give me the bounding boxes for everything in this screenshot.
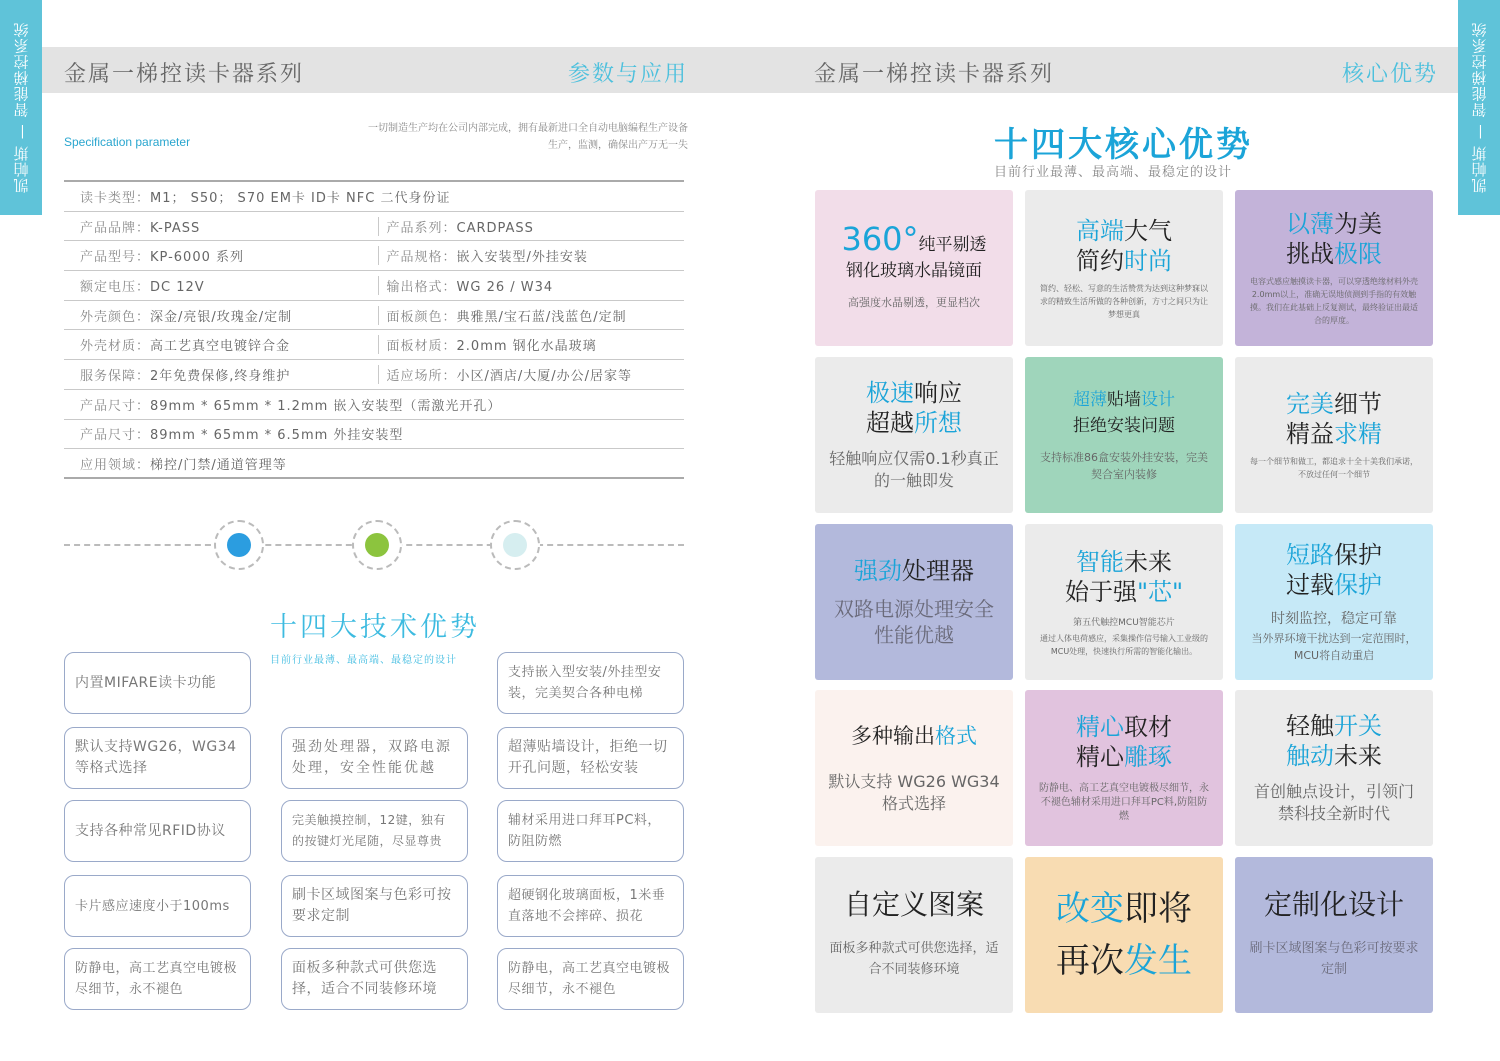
card-title (1286, 570, 1382, 600)
card-highlight: 超薄 (1073, 390, 1107, 410)
spec-key: 产品系列： (386, 220, 457, 236)
spec-value: K-PASS (150, 220, 201, 236)
card-highlight: 发生 (1124, 941, 1192, 981)
card-title (1076, 547, 1172, 577)
spec-key: 服务保障： (80, 368, 151, 384)
card-highlight: 360° (841, 219, 919, 258)
card-title (1056, 883, 1192, 935)
spec-key: 适应场所： (386, 368, 457, 384)
spec-value: 典雅黑/宝石蓝/浅蓝色/定制 (456, 309, 627, 325)
card-highlight: 时尚 (1124, 246, 1172, 275)
card-highlight: 格式 (935, 724, 977, 748)
feature-box: 超硬钢化玻璃面板，1米垂直落地不会摔碎、损花 (497, 875, 684, 937)
card-desc: 双路电源处理安全性能优越 (834, 597, 994, 647)
advantage-card (1235, 190, 1433, 346)
right-header-band (750, 47, 1458, 93)
spec-value: 高工艺真空电镀锌合金 (150, 339, 291, 355)
card-desc: 首创触点设计，引领门禁科技全新时代 (1253, 782, 1414, 823)
section-label: 核心优势 (1341, 62, 1438, 87)
card-title (851, 721, 977, 751)
card-title-text: 超越 (866, 409, 914, 437)
spec-value: M1； S50； S70 EM卡 ID卡 NFC 二代身份证 (150, 190, 451, 206)
card-desc: 当外界环境干扰达到一定范围时，MCU将自动重启 (1251, 632, 1417, 662)
card-title-text: 细节 (1334, 390, 1382, 418)
spec-key: 额定电压： (80, 279, 151, 295)
card-subtitle: 拒绝安装问题 (1073, 416, 1175, 436)
card-title: 自定义图案 (843, 888, 984, 921)
series-title: 金属一梯控读卡器系列 (64, 62, 305, 87)
card-highlight: 设计 (1141, 390, 1175, 410)
spec-key: 面板材质： (386, 339, 457, 355)
spec-key: 产品尺寸： (80, 398, 151, 414)
card-title-text: 挑战 (1286, 240, 1334, 268)
spec-key: 外壳材质： (80, 339, 151, 355)
card-title (1286, 741, 1382, 771)
core-advantages-title: 十四大核心优势 (994, 125, 1253, 165)
card-title-text: 未来 (1124, 547, 1172, 576)
card-title (841, 219, 987, 258)
card-highlight: 改变 (1056, 889, 1124, 929)
card-desc: 默认支持 WG26 WG34 格式选择 (828, 772, 1000, 813)
card-desc: 高强度水晶剔透，更显档次 (848, 295, 980, 309)
spec-value: 嵌入安装型/外挂安装 (456, 250, 588, 266)
card-highlight: 以薄 (1286, 210, 1334, 238)
advantage-card (1235, 690, 1433, 846)
advantage-card (1025, 690, 1223, 846)
spec-row (64, 330, 684, 360)
advantage-card (1235, 524, 1433, 680)
spec-key: 产品尺寸： (80, 428, 151, 444)
feature-box: 默认支持WG26，WG34等格式选择 (64, 727, 251, 789)
spec-key: 面板颜色： (386, 309, 457, 325)
feature-box: 防静电，高工艺真空电镀极尽细节，永不褪色 (64, 948, 251, 1010)
feature-box: 支持嵌入型安装/外挂型安装，完美契合各种电梯 (497, 652, 684, 714)
card-highlight: 开关 (1334, 712, 1382, 740)
card-title-text: 取材 (1124, 713, 1172, 741)
card-highlight: 智能 (1076, 547, 1124, 576)
feature-box: 支持各种常见RFID协议 (64, 800, 251, 862)
spec-row (64, 182, 684, 212)
spec-key: 应用领域： (80, 457, 151, 473)
spec-row (64, 212, 684, 242)
advantage-card (1025, 190, 1223, 346)
advantage-card (815, 190, 1013, 346)
intro-text: 一切制造生产均在公司内部完成，拥有最新进口全自动电脑编程生产设备生产，监测，确保出产万无一失 (368, 123, 688, 151)
spec-key: 产品型号： (80, 250, 151, 266)
card-title-text: 精益 (1286, 420, 1334, 448)
card-highlight: "芯" (1136, 577, 1184, 606)
card-title (1076, 742, 1172, 772)
card-desc: 轻触响应仅需0.1秒真正的一触即发 (829, 449, 999, 490)
spec-row (64, 301, 684, 331)
section-label: 参数与应用 (567, 62, 688, 87)
card-title (1286, 711, 1382, 741)
advantage-card (815, 524, 1013, 680)
card-desc: 支持标准86盒安装外挂安装，完美契合室内装修 (1040, 451, 1208, 481)
card-title (1076, 246, 1172, 276)
feature-box: 面板多种款式可供您选择，适合不同装修环境 (281, 948, 468, 1010)
tech-title: 十四大技术优势 (270, 612, 480, 643)
color-dot-green (365, 533, 389, 557)
feature-box: 超薄贴墙设计，拒绝一切开孔问题，轻松安装 (497, 727, 684, 789)
dot-ring (214, 520, 264, 570)
spec-value: 梯控/门禁/通道管理等 (150, 457, 287, 473)
dot-ring (352, 520, 402, 570)
card-highlight: 保护 (1334, 571, 1382, 599)
card-highlight: 求精 (1334, 420, 1382, 448)
card-title-text: 始于强 (1064, 577, 1137, 606)
card-subtitle: 钢化玻璃水晶镜面 (846, 260, 982, 281)
card-desc: 刷卡区域图案与色彩可按要求定制 (1249, 941, 1419, 977)
card-title (1076, 712, 1172, 742)
card-desc: 第五代触控MCU智能芯片 (1073, 617, 1175, 628)
card-title (1286, 540, 1382, 570)
card-title-text: 精心 (1076, 743, 1124, 771)
card-highlight: 精心 (1076, 713, 1124, 741)
spec-value: 89mm * 65mm * 6.5mm 外挂安装型 (150, 428, 404, 444)
series-title: 金属一梯控读卡器系列 (814, 62, 1055, 87)
spec-value: CARDPASS (456, 220, 534, 236)
advantage-card (1025, 857, 1223, 1013)
side-tab-left: 凯帕斯 — 智能梯控系统 (0, 0, 42, 215)
feature-box: 强劲处理器，双路电源处理，安全性能优越 (281, 727, 468, 789)
spec-row (64, 241, 684, 271)
spec-value: 2年免费保修,终身维护 (150, 368, 291, 384)
spec-key: 产品规格： (386, 250, 457, 266)
feature-box: 辅材采用进口拜耳PC料，防阻防燃 (497, 800, 684, 862)
card-highlight: 所想 (914, 409, 962, 437)
card-title (1286, 209, 1382, 239)
tech-subtitle: 目前行业最薄、最高端、最稳定的设计 (270, 655, 457, 666)
card-title-text: 再次 (1056, 941, 1124, 981)
card-title-text: 即将 (1124, 889, 1192, 929)
card-title-text: 过载 (1286, 571, 1334, 599)
card-highlight: 完美 (1286, 390, 1334, 418)
spec-en-label: Specification parameter (64, 135, 191, 149)
card-title (1056, 935, 1192, 987)
card-desc: 面板多种款式可供您选择，适合不同装修环境 (829, 941, 999, 977)
card-title (1076, 216, 1172, 246)
spec-value: 深金/亮银/玫瑰金/定制 (150, 309, 293, 325)
card-title-text: 纯平剔透 (918, 234, 987, 255)
card-desc: 防静电、高工艺真空电镀极尽细节，永不褪色辅材采用进口拜耳PC料,防阻防燃 (1039, 783, 1209, 822)
card-title-text: 未来 (1334, 742, 1382, 770)
spec-value: WG 26 / W34 (456, 279, 554, 295)
card-title (1065, 577, 1183, 607)
spec-value: 小区/酒店/大厦/办公/居家等 (456, 368, 633, 384)
advantage-card (1025, 524, 1223, 680)
dot-ring (490, 520, 540, 570)
card-desc: 电容式感应触摸读卡器，可以穿透绝缘材料外壳2.0mm以上，准确无误地侦测到手指的有效触摸。我们在此基础上反复测试，最终验证出最适合的厚度。 (1250, 277, 1418, 325)
advantage-card (815, 690, 1013, 846)
card-title-text: 多种输出 (851, 724, 935, 748)
card-desc: 每一个细节和做工，都追求十全十美我们承诺，不放过任何一个细节 (1250, 457, 1418, 479)
card-highlight: 强劲 (854, 557, 902, 585)
card-desc: 时刻监控，稳定可靠 (1271, 611, 1397, 627)
card-title (1073, 387, 1175, 413)
card-title-text: 处理器 (902, 557, 974, 585)
card-title-text: 大气 (1124, 216, 1172, 245)
spec-key: 产品品牌： (80, 220, 151, 236)
card-desc: 简约、轻松、写意的生活赞赏为达到这种梦寐以求的精致生活所做的各种创新，方寸之间只为让梦想更真 (1040, 283, 1208, 319)
spec-row (64, 360, 684, 390)
card-desc: 通过人体电荷感应，采集操作信号输入工业级的MCU处理，快速执行所需的智能化输出。 (1040, 633, 1208, 656)
color-dot-blue (227, 533, 251, 557)
card-title-text: 简约 (1076, 246, 1124, 275)
card-title-text: 为美 (1334, 210, 1382, 238)
card-title-text: 轻触 (1286, 712, 1334, 740)
advantage-card (815, 857, 1013, 1013)
spec-key: 输出格式： (386, 279, 457, 295)
feature-box: 完美触摸控制，12键，独有的按键灯光尾随，尽显尊贵 (281, 800, 468, 862)
card-highlight: 雕琢 (1124, 743, 1172, 771)
card-highlight: 极限 (1334, 240, 1382, 268)
card-title (1286, 419, 1382, 449)
left-header-band (42, 47, 750, 93)
advantage-card (815, 357, 1013, 513)
card-title (1286, 239, 1382, 269)
feature-box: 刷卡区域图案与色彩可按要求定制 (281, 875, 468, 937)
spec-row (64, 271, 684, 301)
feature-box: 内置MIFARE读卡功能 (64, 652, 251, 714)
spec-row (64, 420, 684, 450)
core-advantages-subtitle: 目前行业最薄、最高端、最稳定的设计 (994, 165, 1233, 180)
card-title (854, 556, 974, 586)
spec-value: 89mm * 65mm * 1.2mm 嵌入安装型（需激光开孔） (150, 398, 502, 414)
advantage-card (1235, 357, 1433, 513)
card-title: 定制化设计 (1263, 888, 1404, 921)
spec-key: 外壳颜色： (80, 309, 151, 325)
advantage-card (1235, 857, 1433, 1013)
card-highlight: 极速 (866, 379, 914, 407)
card-title (866, 378, 962, 408)
card-title-text: 保护 (1334, 541, 1382, 569)
card-highlight: 触动 (1286, 742, 1334, 770)
spec-row (64, 449, 684, 479)
spec-value: KP-6000 系列 (150, 250, 245, 266)
feature-box: 防静电，高工艺真空电镀极尽细节，永不褪色 (497, 948, 684, 1010)
spec-value: 2.0mm 钢化水晶玻璃 (456, 339, 597, 355)
card-highlight: 短路 (1286, 541, 1334, 569)
spec-value: DC 12V (150, 279, 205, 295)
spec-table (64, 180, 684, 479)
card-title (1286, 389, 1382, 419)
advantage-card (1025, 357, 1223, 513)
spec-key: 读卡类型： (80, 190, 151, 206)
card-title (866, 408, 962, 438)
color-dot-pale (503, 533, 527, 557)
spec-row (64, 390, 684, 420)
card-highlight: 高端 (1076, 216, 1124, 245)
side-tab-right: 凯帕斯 — 智能梯控系统 (1458, 0, 1500, 215)
card-title-text: 贴墙 (1107, 390, 1141, 410)
card-title-text: 响应 (914, 379, 962, 407)
feature-box: 卡片感应速度小于100ms (64, 875, 251, 937)
